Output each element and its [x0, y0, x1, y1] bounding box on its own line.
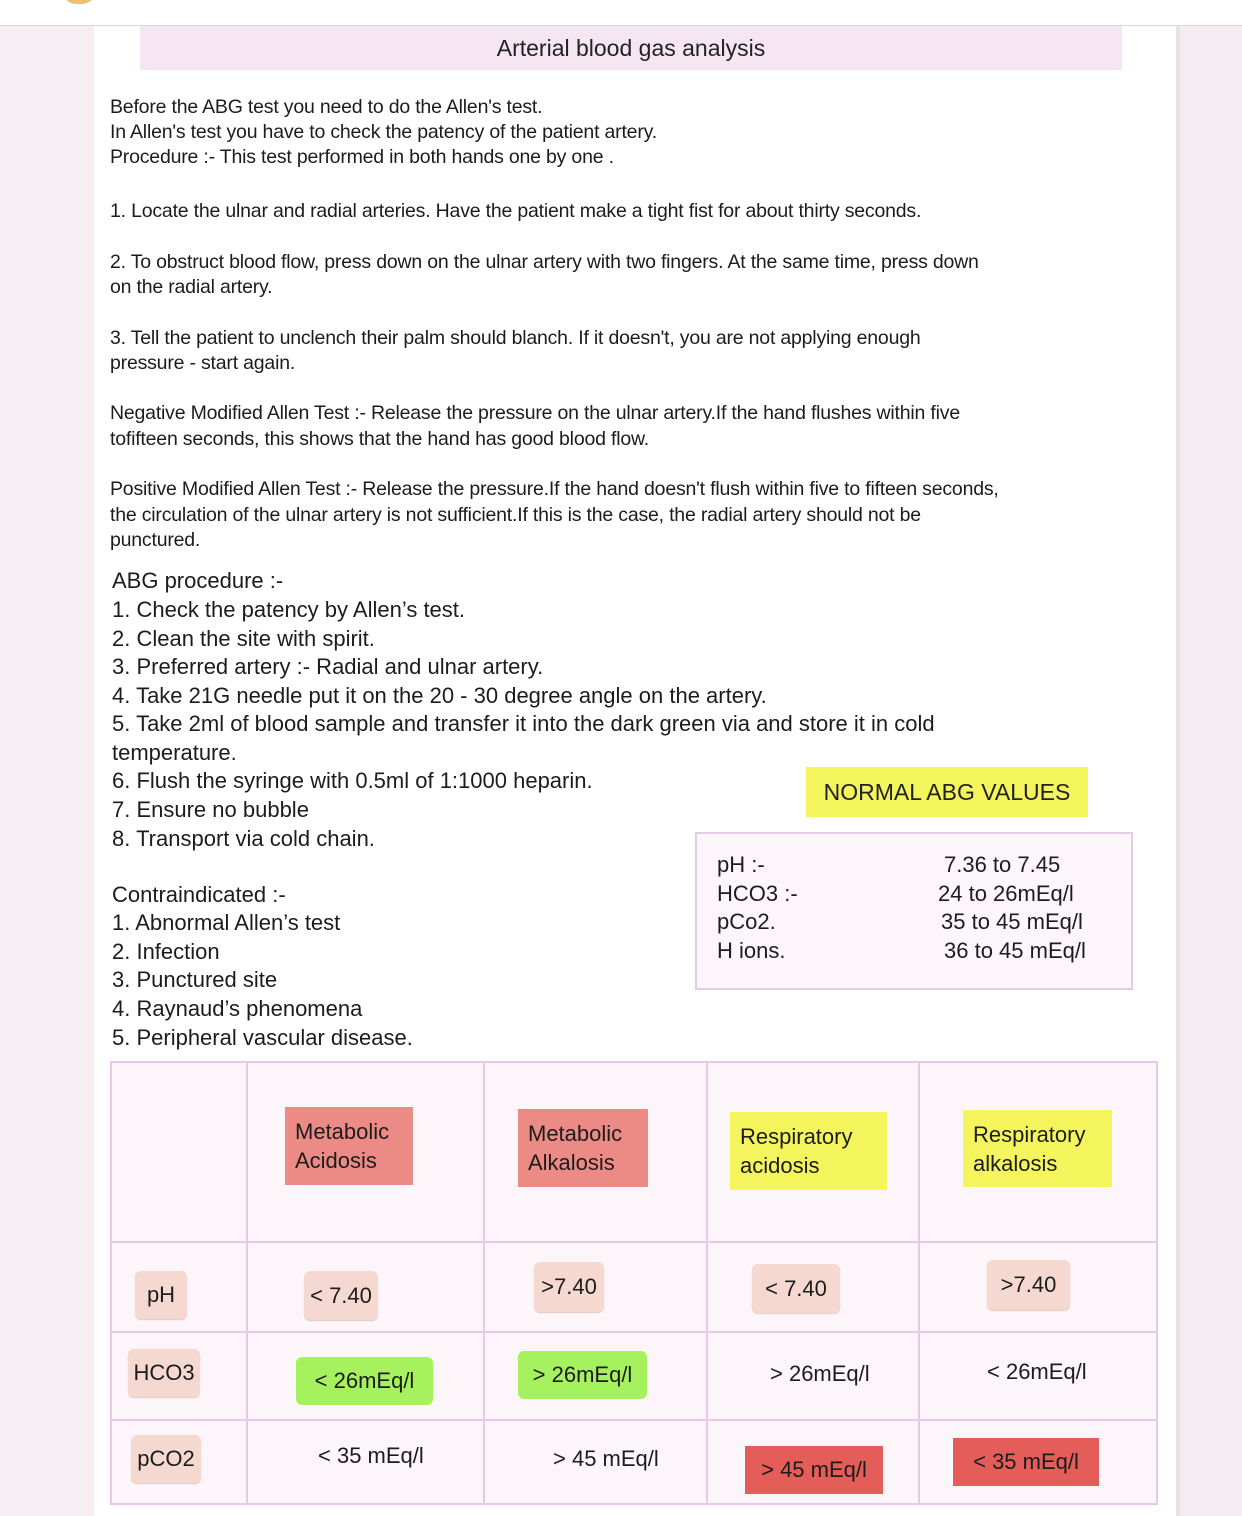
cell-hco3-respiratory-alkalosis: < 26mEq/l — [987, 1359, 1087, 1384]
normal-value-h-ions: 36 to 45 mEq/l — [944, 938, 1086, 963]
normal-label-ph: pH :- — [717, 852, 765, 877]
allen-step-2-cont: on the radial artery. — [110, 276, 273, 298]
app-icon — [62, 0, 96, 4]
header-respiratory-alkalosis: Respiratory alkalosis — [963, 1110, 1112, 1187]
top-bar — [0, 0, 1242, 26]
abg-procedure-item: 2. Clean the site with spirit. — [112, 626, 375, 651]
left-margin — [0, 26, 94, 1516]
divider — [706, 1063, 708, 1503]
normal-value-pco2: 35 to 45 mEq/l — [941, 909, 1083, 934]
allen-step-1: 1. Locate the ulnar and radial arteries. Have the patient make a tight fist for about thirty seconds. — [110, 200, 922, 222]
normal-label-hco3: HCO3 :- — [717, 881, 798, 906]
cell-ph-metabolic-acidosis: < 7.40 — [304, 1271, 378, 1320]
abg-procedure-item: 4. Take 21G needle put it on the 20 - 30 degree angle on the artery. — [112, 683, 767, 708]
allen-step-2: 2. To obstruct blood flow, press down on the ulnar artery with two fingers. At the same time, press down — [110, 251, 979, 273]
divider — [246, 1063, 248, 1503]
cell-ph-respiratory-alkalosis: >7.40 — [987, 1260, 1070, 1310]
cell-hco3-metabolic-alkalosis: > 26mEq/l — [518, 1351, 647, 1399]
header-respiratory-acidosis: Respiratory acidosis — [730, 1112, 887, 1190]
abg-procedure-item: temperature. — [112, 740, 237, 765]
abg-procedure-heading: ABG procedure :- — [112, 568, 284, 593]
abg-procedure-item: 7. Ensure no bubble — [112, 797, 309, 822]
contraindicated-item: 1. Abnormal Allen’s test — [112, 910, 341, 935]
abg-procedure-item: 5. Take 2ml of blood sample and transfer it into the dark green via and store it in cold — [112, 711, 935, 736]
positive-test-cont: the circulation of the ulnar artery is not sufficient.If this is the case, the radial artery should not be — [110, 504, 921, 526]
cell-pco2-metabolic-acidosis: < 35 mEq/l — [318, 1443, 424, 1468]
cell-pco2-metabolic-alkalosis: > 45 mEq/l — [553, 1446, 659, 1471]
normal-values-heading: NORMAL ABG VALUES — [806, 767, 1088, 817]
page-title: Arterial blood gas analysis — [140, 26, 1122, 70]
divider — [483, 1063, 485, 1503]
cell-hco3-respiratory-acidosis: > 26mEq/l — [770, 1361, 870, 1386]
normal-value-hco3: 24 to 26mEq/l — [938, 881, 1074, 906]
header-metabolic-acidosis: Metabolic Acidosis — [285, 1107, 413, 1185]
positive-test: Positive Modified Allen Test :- Release the pressure.If the hand doesn't flush within five to fifteen seconds, — [110, 478, 999, 500]
row-label-pco2: pCO2 — [131, 1435, 201, 1483]
allen-step-3-cont: pressure - start again. — [110, 352, 296, 374]
intro-line: Before the ABG test you need to do the Allen's test. — [110, 96, 543, 118]
contraindicated-item: 2. Infection — [112, 939, 220, 964]
row-label-ph: pH — [135, 1271, 187, 1319]
divider — [918, 1063, 920, 1503]
divider — [112, 1419, 1156, 1421]
positive-test-cont: punctured. — [110, 529, 201, 551]
normal-label-h-ions: H ions. — [717, 938, 786, 963]
negative-test-cont: tofifteen seconds, this shows that the hand has good blood flow. — [110, 428, 649, 450]
contraindicated-item: 4. Raynaud’s phenomena — [112, 996, 363, 1021]
abg-procedure-item: 1. Check the patency by Allen’s test. — [112, 597, 466, 622]
normal-values-box — [695, 832, 1133, 990]
intro-line: In Allen's test you have to check the patency of the patient artery. — [110, 121, 657, 143]
cell-ph-metabolic-alkalosis: >7.40 — [534, 1262, 604, 1312]
abg-procedure-item: 8. Transport via cold chain. — [112, 826, 375, 851]
abg-procedure-item: 6. Flush the syringe with 0.5ml of 1:1000 heparin. — [112, 768, 593, 793]
divider — [112, 1241, 1156, 1243]
cell-pco2-respiratory-acidosis: > 45 mEq/l — [745, 1446, 883, 1494]
negative-test: Negative Modified Allen Test :- Release the pressure on the ulnar artery.If the hand flushes within five — [110, 402, 960, 424]
divider — [112, 1331, 1156, 1333]
normal-label-pco2: pCo2. — [717, 909, 776, 934]
contraindicated-item: 3. Punctured site — [112, 967, 278, 992]
cell-ph-respiratory-acidosis: < 7.40 — [752, 1264, 840, 1313]
intro-line: Procedure :- This test performed in both hands one by one . — [110, 146, 614, 168]
contraindicated-item: 5. Peripheral vascular disease. — [112, 1025, 413, 1050]
row-label-hco3: HCO3 — [128, 1349, 200, 1397]
right-margin-scrollbar[interactable] — [1176, 26, 1242, 1516]
cell-pco2-respiratory-alkalosis: < 35 mEq/l — [953, 1438, 1099, 1486]
cell-hco3-metabolic-acidosis: < 26mEq/l — [296, 1357, 433, 1405]
abg-procedure-item: 3. Preferred artery :- Radial and ulnar artery. — [112, 654, 544, 679]
header-metabolic-alkalosis: Metabolic Alkalosis — [518, 1109, 648, 1187]
allen-step-3: 3. Tell the patient to unclench their palm should blanch. If it doesn't, you are not applying enough — [110, 327, 921, 349]
contraindicated-heading: Contraindicated :- — [112, 882, 286, 907]
normal-value-ph: 7.36 to 7.45 — [944, 852, 1061, 877]
